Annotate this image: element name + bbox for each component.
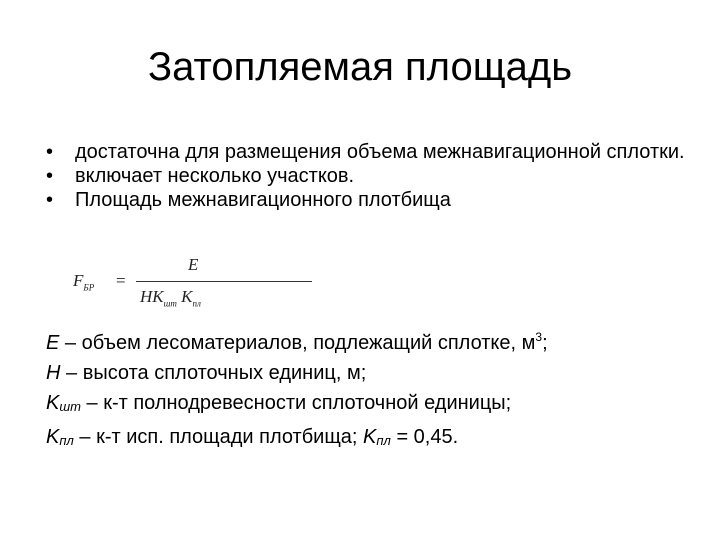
- formula-equals: =: [116, 271, 126, 290]
- bullet-text: Площадь межнавигационного плотбища: [75, 189, 451, 211]
- definition-line: E – объем лесоматериалов, подлежащий сплотке, $м^3$;: [46, 330, 548, 354]
- bullet-item: [46, 164, 686, 188]
- fraction-bar: [136, 281, 312, 282]
- variable-definitions: [46, 328, 706, 456]
- definition-line: H – высота сплоточных единиц, м;: [46, 362, 367, 384]
- bullet-text: включает несколько участков.: [75, 165, 355, 187]
- bullet-marker: •: [46, 165, 54, 187]
- definition-line: $K_{пл} - к-т$ исп. площади плотбища; $K_{пл} = 0,45$.: [46, 426, 459, 448]
- bullet-item: [46, 188, 686, 212]
- slide-title: Затопляемая площадь: [147, 45, 573, 89]
- formula-denominator: $HK_{шт}$ $K_{пл}$: [140, 287, 201, 309]
- bullet-item: [46, 140, 686, 164]
- area-formula: [70, 255, 270, 315]
- formula-lhs: $F_{БР}$: [73, 271, 95, 293]
- bullet-marker: •: [46, 141, 54, 163]
- bullet-list: [46, 140, 686, 212]
- bullet-marker: •: [46, 189, 54, 211]
- bullet-text: достаточна для размещения объема межнавигационной сплотки.: [75, 141, 685, 163]
- definition-line: $K_{шт} - к-т$ полнодревесности сплоточной единицы;: [46, 392, 512, 414]
- formula-numerator: E: [188, 255, 199, 274]
